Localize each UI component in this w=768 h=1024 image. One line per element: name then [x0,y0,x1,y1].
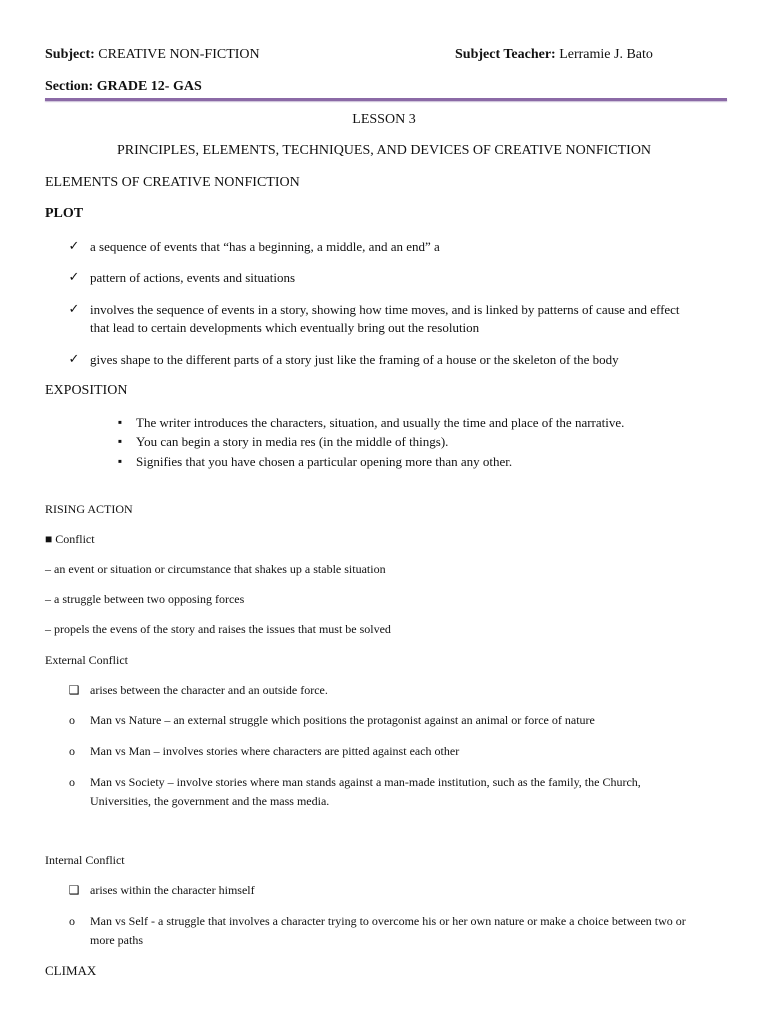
section-line [45,78,202,96]
circle-bullet-icon: o [69,744,75,758]
plot-item: pattern of actions, events and situations [90,270,296,285]
check-icon: ✓ [68,351,80,366]
external-item-continued: Universities, the government and the mass media. [90,794,330,808]
square-bullet-icon: ▪ [117,454,123,468]
header-divider [45,98,727,101]
internal-item: Man vs Self - a struggle that involves a character trying to overcome his or her own nature or make a choice between two or [90,914,686,928]
box-bullet-icon: ❑ [68,683,80,697]
conflict-definition: – a struggle between two opposing forces [45,592,245,606]
external-conflict-heading: External Conflict [45,653,128,667]
plot-item-continued: that lead to certain developments which eventually bring out the resolution [90,320,480,335]
section-value: GRADE 12- GAS [96,79,202,94]
teacher-label: Subject Teacher: [455,47,556,62]
lesson-title: PRINCIPLES, ELEMENTS, TECHNIQUES, AND DEVICES OF CREATIVE NONFICTION [116,143,652,158]
rising-action-heading: RISING ACTION [45,502,133,516]
subject-value: CREATIVE NON-FICTION [98,47,260,62]
conflict-definition: – an event or situation or circumstance that shakes up a stable situation [45,562,386,576]
exposition-item: The writer introduces the characters, situation, and usually the time and place of the narrative. [136,415,625,430]
elements-heading: ELEMENTS OF CREATIVE NONFICTION [45,175,300,190]
external-item: Man vs Man – involves stories where characters are pitted against each other [90,744,460,758]
lesson-number: LESSON 3 [352,112,416,127]
square-bullet-icon: ▪ [117,415,123,429]
exposition-item: Signifies that you have chosen a particular opening more than any other. [136,454,513,469]
climax-heading: CLIMAX [45,963,97,978]
exposition-item: You can begin a story in media res (in the middle of things). [136,434,449,449]
internal-item-continued: more paths [90,933,143,947]
external-item: Man vs Society – involve stories where man stands against a man-made institution, such as the family, the Church, [90,775,641,789]
plot-item: gives shape to the different parts of a story just like the framing of a house or the skeleton of the body [90,352,619,367]
subject-line [45,46,260,64]
square-bullet-icon: ▪ [117,434,123,448]
internal-item: arises within the character himself [90,883,255,897]
box-bullet-icon: ❑ [68,883,80,897]
internal-conflict-heading: Internal Conflict [45,853,125,867]
conflict-label: ■ Conflict [45,532,95,546]
teacher-line [455,46,653,64]
circle-bullet-icon: o [69,713,75,727]
check-icon: ✓ [68,301,80,316]
subject-label: Subject: [45,47,95,62]
plot-heading: PLOT [45,206,84,221]
circle-bullet-icon: o [69,914,75,928]
external-item: arises between the character and an outside force. [90,683,328,697]
conflict-definition: – propels the evens of the story and raises the issues that must be solved [45,622,391,636]
exposition-heading: EXPOSITION [45,383,128,398]
teacher-value: Lerramie J. Bato [559,47,653,62]
plot-item: a sequence of events that “has a beginning, a middle, and an end” a [90,239,440,254]
circle-bullet-icon: o [69,775,75,789]
plot-item: involves the sequence of events in a story, showing how time moves, and is linked by patterns of cause and effect [90,302,680,317]
check-icon: ✓ [68,269,80,284]
check-icon: ✓ [68,238,80,253]
external-item: Man vs Nature – an external struggle which positions the protagonist against an animal or force of nature [90,713,595,727]
section-label: Section: [45,79,94,94]
